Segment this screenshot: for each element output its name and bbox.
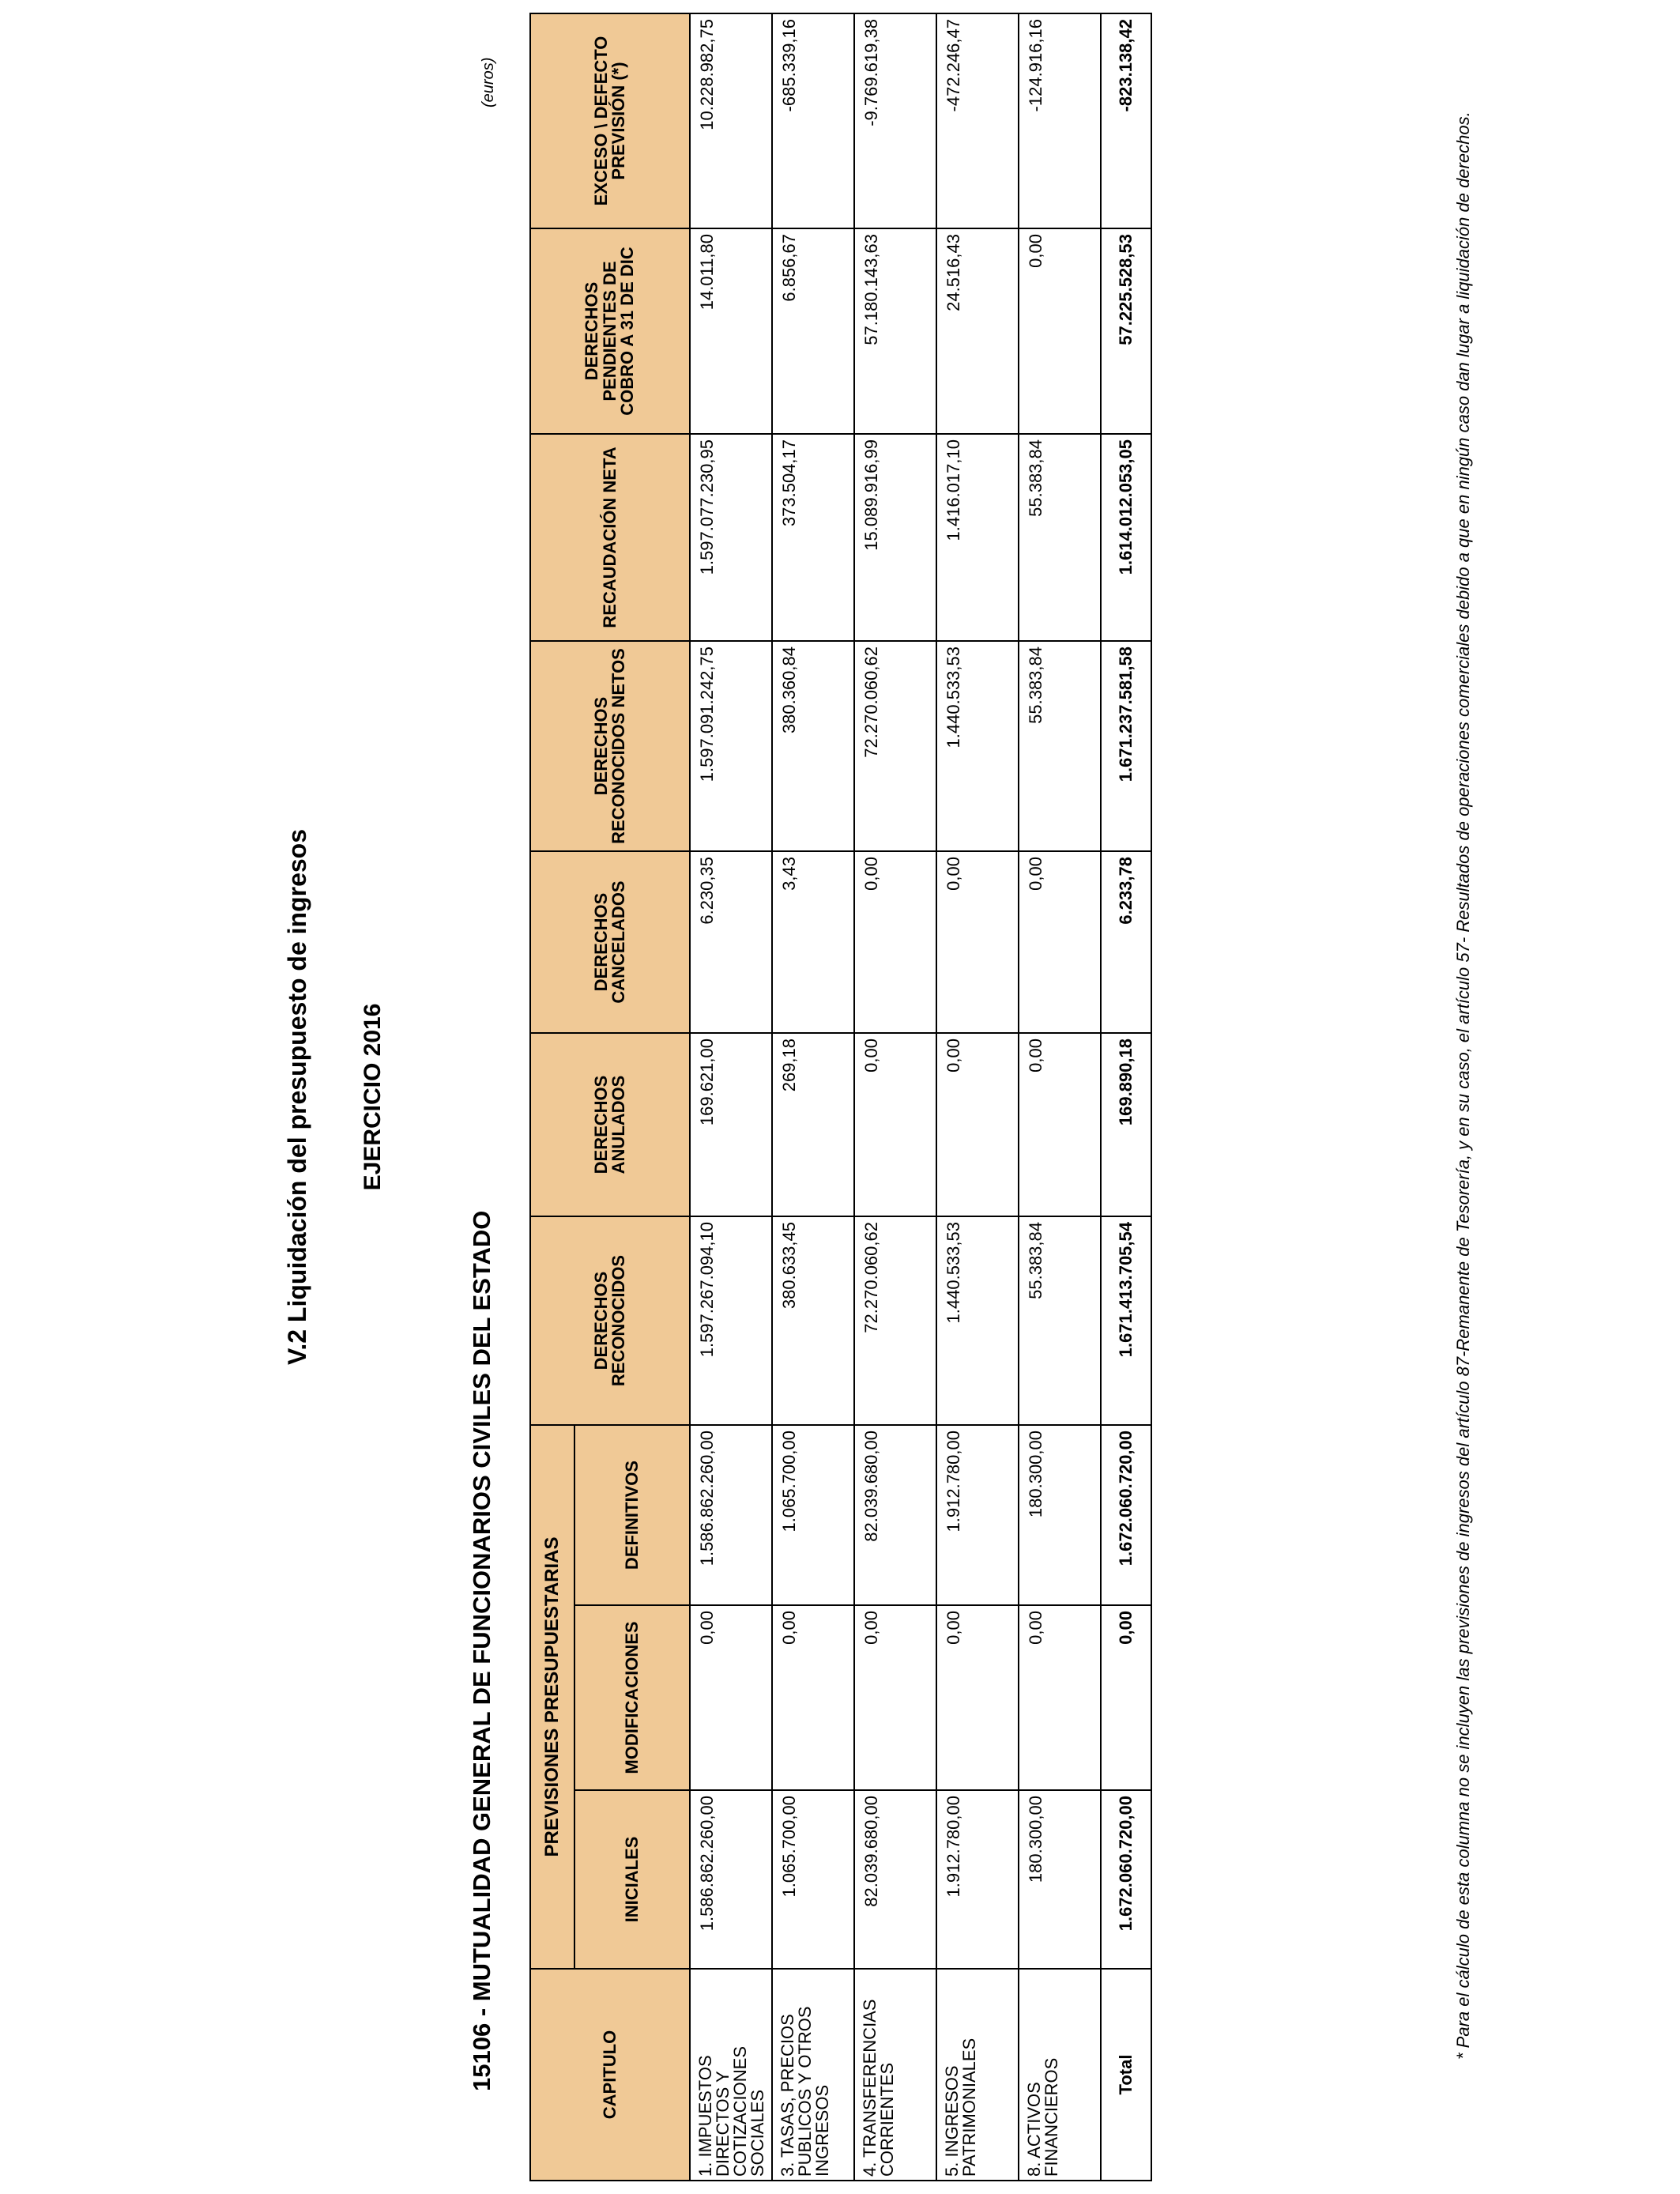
cell-exceso: -124.916,16 — [1019, 13, 1101, 228]
cell-iniciales: 82.039.680,00 — [854, 1790, 936, 1969]
budget-liquidation-table — [529, 13, 1152, 2181]
header-netos: DERECHOS RECONOCIDOS NETOS — [530, 641, 690, 851]
cell-reconocidos: 380.633,45 — [772, 1216, 854, 1425]
cell-cancelados: 0,00 — [1019, 851, 1101, 1033]
cell-anulados: 0,00 — [936, 1033, 1019, 1216]
total-cancelados: 6.233,78 — [1101, 851, 1151, 1033]
total-exceso: -823.138,42 — [1101, 13, 1151, 228]
table-row — [772, 13, 854, 2181]
table-row — [854, 13, 936, 2181]
total-reconocidos: 1.671.413.705,54 — [1101, 1216, 1151, 1425]
cell-modificaciones: 0,00 — [772, 1605, 854, 1790]
cell-netos: 55.383,84 — [1019, 641, 1101, 851]
header-previsiones-group: PREVISIONES PRESUPUESTARIAS — [530, 1425, 574, 1969]
cell-recaudacion: 1.597.077.230,95 — [690, 434, 772, 641]
cell-anulados: 0,00 — [1019, 1033, 1101, 1216]
table-row — [690, 13, 772, 2181]
cell-recaudacion: 1.416.017,10 — [936, 434, 1019, 641]
cell-definitivos: 1.586.862.260,00 — [690, 1425, 772, 1605]
cell-pendientes: 0,00 — [1019, 228, 1101, 434]
table-row — [1019, 13, 1101, 2181]
cell-reconocidos: 1.597.267.094,10 — [690, 1216, 772, 1425]
cell-recaudacion: 15.089.916,99 — [854, 434, 936, 641]
cell-capitulo: 3. TASAS, PRECIOS PUBLICOS Y OTROS INGRESOS — [772, 1969, 854, 2181]
cell-modificaciones: 0,00 — [1019, 1605, 1101, 1790]
cell-iniciales: 1.586.862.260,00 — [690, 1790, 772, 1969]
total-modificaciones: 0,00 — [1101, 1605, 1151, 1790]
cell-reconocidos: 72.270.060,62 — [854, 1216, 936, 1425]
cell-capitulo: 1. IMPUESTOS DIRECTOS Y COTIZACIONES SOCIALES — [690, 1969, 772, 2181]
header-exceso: EXCESO \ DEFECTO PREVISIÓN (*) — [530, 13, 690, 228]
cell-cancelados: 6.230,35 — [690, 851, 772, 1033]
cell-capitulo: 8. ACTIVOS FINANCIEROS — [1019, 1969, 1101, 2181]
cell-netos: 1.440.533,53 — [936, 641, 1019, 851]
table-row — [936, 13, 1019, 2181]
cell-reconocidos: 55.383,84 — [1019, 1216, 1101, 1425]
header-capitulo: CAPITULO — [530, 1969, 690, 2181]
cell-anulados: 0,00 — [854, 1033, 936, 1216]
total-pendientes: 57.225.528,53 — [1101, 228, 1151, 434]
cell-definitivos: 180.300,00 — [1019, 1425, 1101, 1605]
cell-pendientes: 6.856,67 — [772, 228, 854, 434]
currency-unit: (euros) — [480, 57, 497, 107]
total-netos: 1.671.237.581,58 — [1101, 641, 1151, 851]
total-row — [1101, 13, 1151, 2181]
header-modificaciones: MODIFICACIONES — [574, 1605, 690, 1790]
cell-modificaciones: 0,00 — [936, 1605, 1019, 1790]
header-recaudacion: RECAUDACIÓN NETA — [530, 434, 690, 641]
header-definitivos: DEFINITIVOS — [574, 1425, 690, 1605]
cell-cancelados: 3,43 — [772, 851, 854, 1033]
cell-anulados: 269,18 — [772, 1033, 854, 1216]
cell-cancelados: 0,00 — [854, 851, 936, 1033]
cell-modificaciones: 0,00 — [690, 1605, 772, 1790]
cell-iniciales: 1.065.700,00 — [772, 1790, 854, 1969]
header-reconocidos: DERECHOS RECONOCIDOS — [530, 1216, 690, 1425]
cell-capitulo: 4. TRANSFERENCIAS CORRIENTES — [854, 1969, 936, 2181]
header-iniciales: INICIALES — [574, 1790, 690, 1969]
cell-iniciales: 180.300,00 — [1019, 1790, 1101, 1969]
cell-pendientes: 24.516,43 — [936, 228, 1019, 434]
cell-cancelados: 0,00 — [936, 851, 1019, 1033]
cell-iniciales: 1.912.780,00 — [936, 1790, 1019, 1969]
cell-reconocidos: 1.440.533,53 — [936, 1216, 1019, 1425]
cell-exceso: -9.769.619,38 — [854, 13, 936, 228]
cell-netos: 72.270.060,62 — [854, 641, 936, 851]
cell-definitivos: 82.039.680,00 — [854, 1425, 936, 1605]
total-anulados: 169.890,18 — [1101, 1033, 1151, 1216]
exercise-year: EJERCICIO 2016 — [360, 1003, 386, 1191]
cell-pendientes: 57.180.143,63 — [854, 228, 936, 434]
cell-definitivos: 1.065.700,00 — [772, 1425, 854, 1605]
cell-anulados: 169.621,00 — [690, 1033, 772, 1216]
total-label: Total — [1101, 1969, 1151, 2181]
header-anulados: DERECHOS ANULADOS — [530, 1033, 690, 1216]
page-title: V.2 Liquidación del presupuesto de ingresos — [283, 828, 311, 1366]
cell-capitulo: 5. INGRESOS PATRIMONIALES — [936, 1969, 1019, 2181]
cell-modificaciones: 0,00 — [854, 1605, 936, 1790]
cell-exceso: 10.228.982,75 — [690, 13, 772, 228]
entity-name: 15106 - MUTUALIDAD GENERAL DE FUNCIONARIOS CIVILES DEL ESTADO — [468, 1210, 495, 2091]
total-definitivos: 1.672.060.720,00 — [1101, 1425, 1151, 1605]
cell-exceso: -472.246,47 — [936, 13, 1019, 228]
total-recaudacion: 1.614.012.053,05 — [1101, 434, 1151, 641]
cell-exceso: -685.339,16 — [772, 13, 854, 228]
cell-netos: 380.360,84 — [772, 641, 854, 851]
footnote: * Para el cálculo de esta columna no se incluyen las previsiones de ingresos del artículo 87-Remanente de Tesorería, y en su caso, el artículo 57- Resultados de operaciones comerciales debido a que en ningún caso dan lugar a liquidación de derechos. — [1453, 111, 1473, 2060]
cell-recaudacion: 373.504,17 — [772, 434, 854, 641]
cell-recaudacion: 55.383,84 — [1019, 434, 1101, 641]
cell-definitivos: 1.912.780,00 — [936, 1425, 1019, 1605]
header-cancelados: DERECHOS CANCELADOS — [530, 851, 690, 1033]
cell-netos: 1.597.091.242,75 — [690, 641, 772, 851]
total-iniciales: 1.672.060.720,00 — [1101, 1790, 1151, 1969]
cell-pendientes: 14.011,80 — [690, 228, 772, 434]
header-pendientes: DERECHOS PENDIENTES DE COBRO A 31 DE DIC — [530, 228, 690, 434]
